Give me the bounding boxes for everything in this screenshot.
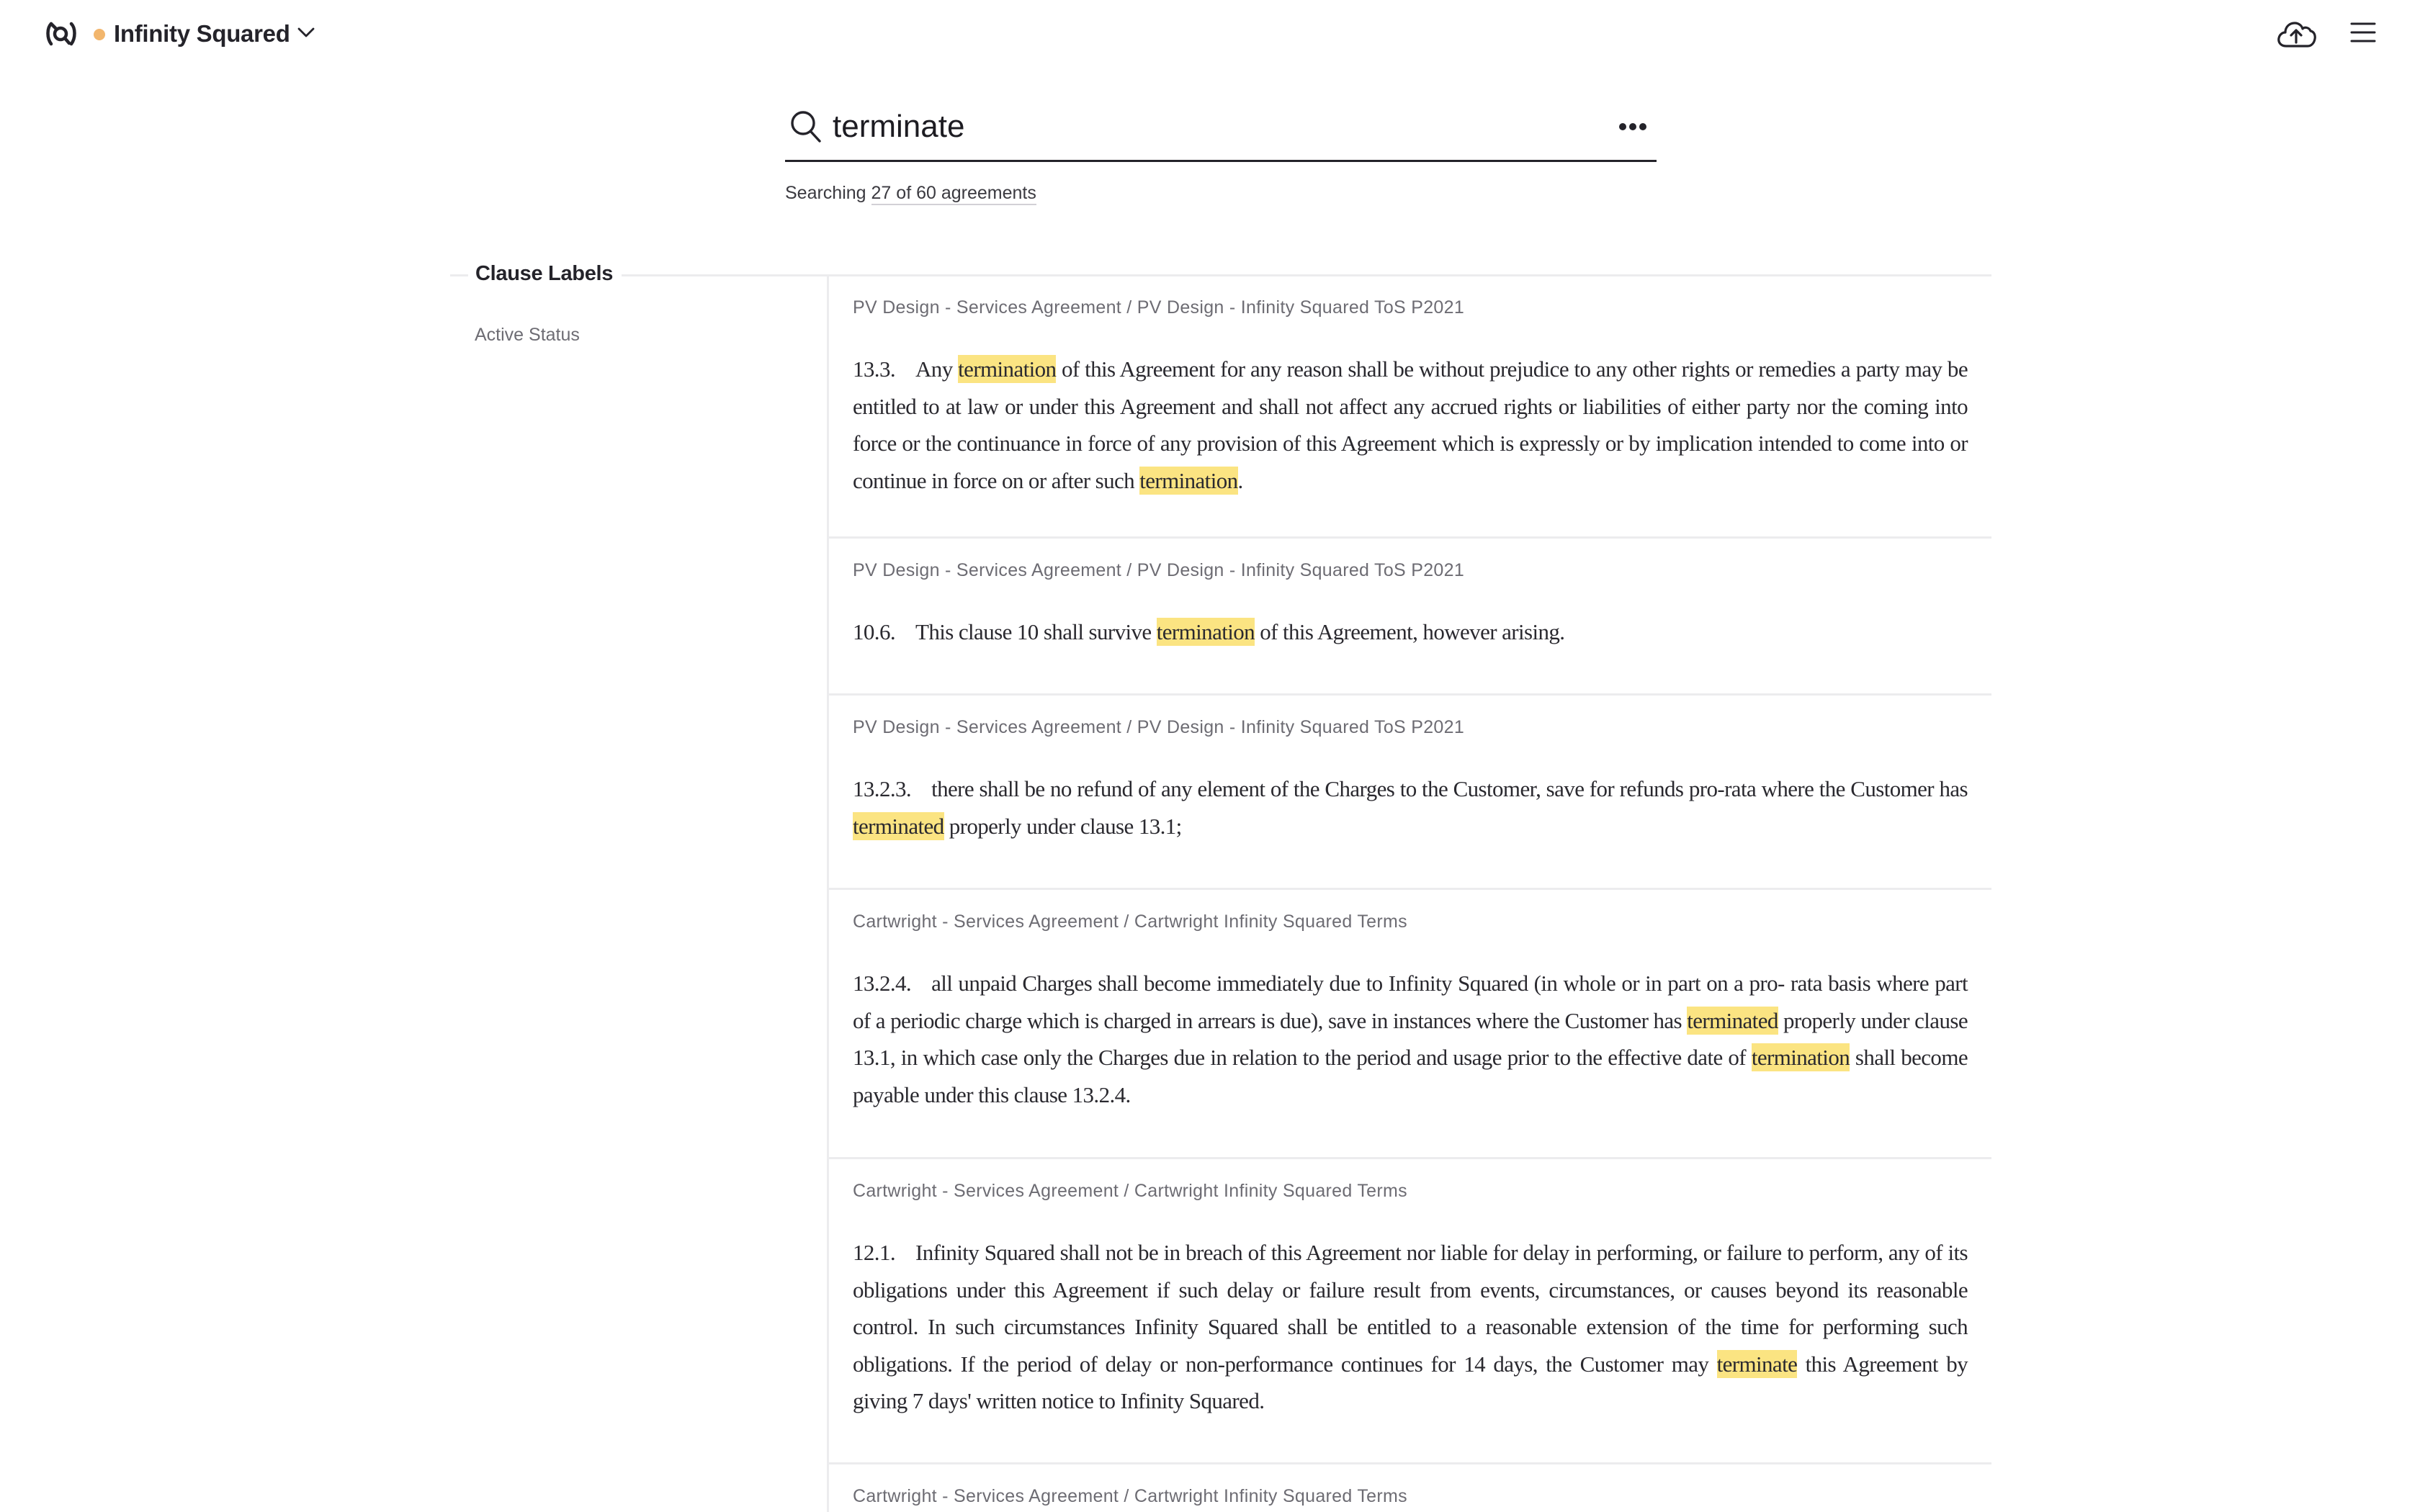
search-results [827, 276, 1991, 1512]
result-source[interactable]: PV Design - Services Agreement / PV Design - Infinity Squared ToS P2021 [853, 717, 1465, 737]
search-scope [785, 183, 1036, 204]
result-text[interactable]: 13.2.3. there shall be no refund of any element of the Charges to the Customer, save for refunds pro-rata where the Customer has terminated properly under clause 13.1; [853, 770, 1968, 845]
search-input[interactable] [833, 104, 1553, 150]
clause-number: 10.6. [853, 619, 896, 644]
search-bar [785, 101, 1657, 162]
result-card[interactable] [829, 276, 1991, 539]
infinity-squared-logo-icon[interactable] [45, 19, 78, 48]
search-highlight: termination [958, 356, 1057, 382]
agreement-count-link[interactable]: 27 of 60 agreements [871, 183, 1036, 205]
hamburger-menu-icon[interactable] [2349, 20, 2377, 45]
result-source[interactable]: Cartwright - Services Agreement / Cartwright Infinity Squared Terms [853, 1486, 1407, 1506]
clause-number: 12.1. [853, 1240, 896, 1265]
search-highlight: terminated [1687, 1007, 1778, 1033]
status-dot [94, 29, 105, 40]
search-scope-prefix: Searching [785, 183, 866, 203]
result-card[interactable] [829, 890, 1991, 1159]
result-text[interactable]: 10.6. This clause 10 shall survive termination of this Agreement, however arising. [853, 613, 1968, 651]
search-highlight: termination [1751, 1045, 1850, 1070]
result-card[interactable] [829, 539, 1991, 696]
clause-number: 13.3. [853, 356, 896, 382]
result-source[interactable]: Cartwright - Services Agreement / Cartwright Infinity Squared Terms [853, 1181, 1407, 1201]
search-icon [789, 109, 823, 144]
result-text[interactable]: 13.3. Any termination of this Agreement for any reason shall be without prejudice to any other rights or remedies a party may be entitled to at law or under this Agreement and shall not affect any accrued rights or liabilities of either party nor the coming into force or the continuance in force of any provision of this Agreement which is expressly or by implication intended to come into or continue in force on or after such termination. [853, 351, 1968, 499]
top-bar [0, 0, 2420, 69]
search-highlight: termination [1156, 619, 1255, 644]
search-highlight: terminate [1716, 1351, 1798, 1377]
more-horizontal-icon [1619, 123, 1626, 130]
result-source[interactable]: PV Design - Services Agreement / PV Design - Infinity Squared ToS P2021 [853, 297, 1465, 318]
more-options-button[interactable] [1619, 122, 1646, 131]
result-text[interactable]: 13.2.4. all unpaid Charges shall become immediately due to Infinity Squared (in whole or in part on a pro- rata basis where part of a periodic charge which is charged in arrears is due), save in instances where the Customer has terminated properly under clause 13.1, in which case only the Charges due in relation to the period and usage prior to the effective date of termination shall become payable under this clause 13.2.4. [853, 965, 1968, 1113]
clause-number: 13.2.4. [853, 971, 912, 996]
clause-labels-heading: Clause Labels [468, 259, 622, 288]
search-highlight: termination [1139, 467, 1238, 493]
result-source[interactable]: PV Design - Services Agreement / PV Design - Infinity Squared ToS P2021 [853, 560, 1465, 580]
clause-number: 13.2.3. [853, 776, 912, 801]
result-text[interactable]: 12.1. Infinity Squared shall not be in breach of this Agreement nor liable for delay in performing, or failure to perform, any of its obligations under this Agreement if such delay or failure result from events, circumstances, or causes beyond its reasonable control. In such circumstances Infinity Squared shall be entitled to a reasonable extension of the time for performing such obligations. If the period of delay or non-performance continues for 14 days, the Customer may terminate this Agreement by giving 7 days' written notice to Infinity Squared. [853, 1234, 1968, 1420]
sidebar-item-active-status[interactable]: Active Status [475, 325, 580, 345]
cloud-upload-icon[interactable] [2276, 17, 2316, 50]
result-card[interactable] [829, 1159, 1991, 1464]
result-card[interactable] [829, 1464, 1991, 1512]
result-source[interactable]: Cartwright - Services Agreement / Cartwright Infinity Squared Terms [853, 912, 1407, 932]
workspace-name[interactable]: Infinity Squared [114, 20, 290, 47]
chevron-down-icon[interactable] [295, 24, 317, 41]
result-card[interactable] [829, 696, 1991, 890]
search-highlight: terminated [853, 813, 944, 839]
